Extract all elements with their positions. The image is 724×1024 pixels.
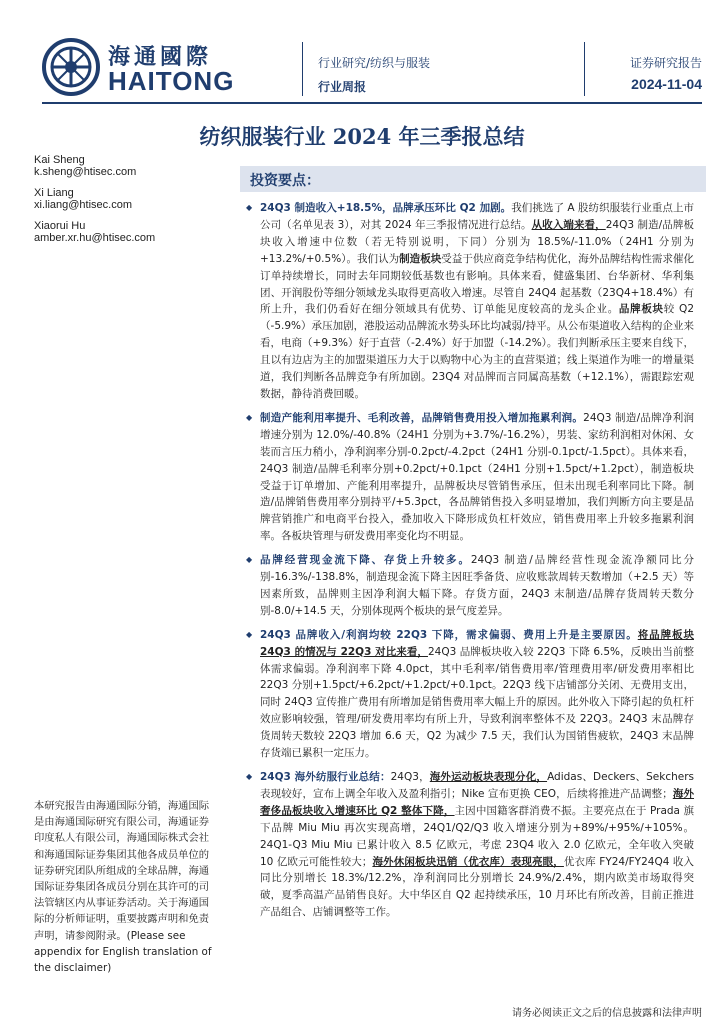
section-text: 24Q3 品牌板块收入较 22Q3 下降 6.5%，反映出当前整体需求偏弱。净利润率下降 4.0pct，其中毛利率/销售费用率/管理费用率/研发费用率相比 22Q3 分别+1.5pct/+6.2pct/+1.2pct/+0.1pct。22Q3 线下店铺部分关闭、无费用支出，同时 24Q3 宣传推广费用有所增加是销售费用率大幅上升的原因。此外收入下降引起的负杠杆效应影响较强，管理/研发费用率均有所上升，导致利润率整体不及 22Q3。24Q3 末品牌存货周转天数较 22Q3 增加 6.6 天，Q2 为减少 7.5 天，我们认为国销售疲软，24Q3 末品牌存货端已累积一定压力。 (260, 645, 694, 760)
section-keyword: 品牌板块 (618, 303, 664, 316)
report-category: 行业研究/纺织与服装 (318, 56, 431, 70)
section-heading: 24Q3 制造收入+18.5%，品牌承压环比 Q2 加剧。 (260, 202, 512, 214)
key-point-section (242, 552, 694, 620)
key-point-section (242, 410, 694, 545)
section-emphasis: 将品牌板块 24Q3 的情况与 22Q3 对比来看， (260, 628, 694, 658)
section-heading: 24Q3 品牌收入/利润均较 22Q3 下降，需求偏弱、费用上升是主要原因。 (260, 628, 638, 641)
section-text: 我们挑选了 A 股纺织服装行业重点上市公司（名单见表 3），对其 2024 年三季报情况进行总结。 (260, 202, 694, 231)
section-emphasis: 海外运动板块表现分化， (429, 771, 548, 783)
section-emphasis: 海外休闲板块迅销（优衣库）表现亮眼， (372, 855, 564, 868)
footer-notice: 请务必阅读正文之后的信息披露和法律声明 (512, 1008, 702, 1019)
section-text: 主因中国籍客群消费不振。主要亮点在于 Prada 旗下品牌 Miu Miu 再次实现高增，24Q1/Q2/Q3 收入增速分别为+89%/+95%/+105%。24Q1-Q3 Miu Miu 已累计收入 8.5 亿欧元，考虑 23Q4 收入 2.0 亿欧元，全年收入突破 10 亿欧元可能性较大； (260, 804, 694, 868)
author-name: Xi Liang (34, 187, 74, 199)
section-text: 24Q3 制造/品牌经营性现金流净额同比分别-16.3%/-138.8%，制造现金流下降主因旺季备货、应收账款周转天数增加（+2.5 天）等因素所致，品牌则主因净利润大幅下降。存货方面，24Q3 末制造/品牌存货周转天数分别-8.0/+14.5 天，分别体现两个板块的景气度差异。 (260, 554, 694, 617)
author-item (34, 220, 244, 244)
key-points-label: 投资要点： (250, 173, 320, 189)
section-text: 受益于供应商竞争结构优化，海外品牌结构性需求催化订单持续增长，同时去年同期较低基数也有影响。具体来看，健盛集团、台华新材、华利集团、开润股份等细分领域龙头取得更高收入增速。尽管自 24Q4 起基数（23Q4+18.4%）有所上升，我们仍看好在细分领域具有优势、订单能见度较高的龙头企业。 (260, 252, 695, 316)
section-text: 较 Q2（-5.9%）承压加剧，港股运动品牌流水势头环比均减弱/持平。从公布渠道收入结构的企业来看，电商（+9.3%）好于直营（-2.4%）好于加盟（-14.2%）。我们判断承压主要来自线下，且以有边店为主的加盟渠道压力大于以购物中心为主的直营渠道；线上渠道作为唯一的增量渠道，我们判断各品牌竞争有所加剧。23Q4 对品牌而言同属高基数（+12.1%），需跟踪宏观数据，静待消费回暖。 (260, 303, 694, 400)
key-points-header (240, 166, 706, 192)
author-item (34, 187, 244, 211)
key-point-section (242, 769, 694, 921)
key-point-section (242, 627, 694, 762)
haitong-logo-icon (42, 38, 100, 96)
report-type: 证券研究报告 (629, 56, 702, 70)
header-rule (42, 102, 702, 104)
section-text: 24Q3 制造/品牌净利润增速分别为 12.0%/-40.8%（24H1 分别为+3.7%/-16.2%），男装、家纺利润相对休闲、女装而言压力稍小，净利润率分别-0.2pct/-4.2pct（24H1 分别-0.1pct/-1.5pct）。具体来看，24Q3 制造/品牌毛利率分别+0.2pct/+0.1pct（24H1 分别+1.5pct/+1.2pct），制造板块受益于订单增加、产能利用率提升，品牌板块尽管销售承压，但未出现毛利率同比下降。制造/品牌销售费用率分别持平/+5.3pct，各品牌销售投入多明显增加，我们判断方向主要是品牌营销推广和电商平台投入，叠加收入下降形成负杠杆效应，销售费用率上升较多拖累利润率。各板块管理与研发费用率变化均不明显。 (260, 411, 694, 543)
section-text: Adidas、Deckers、Sekchers 表现较好，宣布上调全年收入及盈利指引；Nike 宣布更换 CEO，后续将推进产品调整； (260, 771, 695, 800)
report-date: 2024-11-04 (631, 76, 702, 92)
author-email[interactable]: amber.xr.hu@htisec.com (34, 232, 156, 244)
author-email[interactable]: xi.liang@htisec.com (34, 199, 132, 211)
section-emphasis: 海外奢侈品板块收入增速环比 Q2 整体下降， (260, 787, 695, 817)
section-heading: 24Q3 海外纺服行业总结： (260, 771, 391, 783)
author-item (34, 154, 244, 178)
section-emphasis: 从收入端来看， (531, 218, 606, 231)
section-heading: 制造产能利用率提升、毛利改善，品牌销售费用投入增加拖累利润。 (260, 411, 584, 424)
author-list (34, 154, 244, 253)
brand-name-en: HAITONG (108, 66, 235, 96)
key-point-section (242, 200, 694, 403)
section-text: 24Q3 制造/品牌板块收入增速中位数（若无特别说明，下同）分别为 18.5%/-11.0%（24H1 分别为+13.2%/+0.5%）。我们认为 (260, 218, 694, 265)
header-divider (584, 42, 585, 96)
header-divider (302, 42, 303, 96)
author-email[interactable]: k.sheng@htisec.com (34, 166, 137, 178)
section-heading: 品牌经营现金流下降、存货上升较多。 (260, 554, 471, 567)
author-name: Kai Sheng (34, 154, 85, 166)
report-kind: 行业周报 (318, 80, 367, 94)
key-points-body (242, 200, 694, 928)
section-keyword: 制造板块 (399, 252, 442, 265)
page-title: 纺织服装行业 2024 年三季报总结 (199, 124, 525, 149)
brand-name-cn: 海通國際 (108, 45, 213, 70)
distribution-disclaimer: 本研究报告由海通国际分销，海通国际是由海通国际研究有限公司，海通证券印度私人有限公司，海通国际株式会社和海通国际证券集团其他各成员单位的证券研究团队所组成的全球品牌，海通国际证券集团各成员分别在其许可的司法管辖区内从事证券活动。关于海通国际的分析师证明，重要披露声明和免责声明，请参阅附录。(Please see appendix for English translation of the disclaimer) (34, 800, 212, 975)
author-name: Xiaorui Hu (34, 220, 86, 232)
section-text: 24Q3， (390, 771, 430, 783)
section-text: 优衣库 FY24/FY24Q4 收入同比分别增长 18.3%/12.2%，净利润同比分别增长 24.9%/2.4%，期内欧美市场取得突破，夏季高温产品销售良好。大中华区自 Q2 起持续承压，10 月环比有所改善，目前正推进产品组合、店铺调整等工作。 (260, 855, 694, 919)
